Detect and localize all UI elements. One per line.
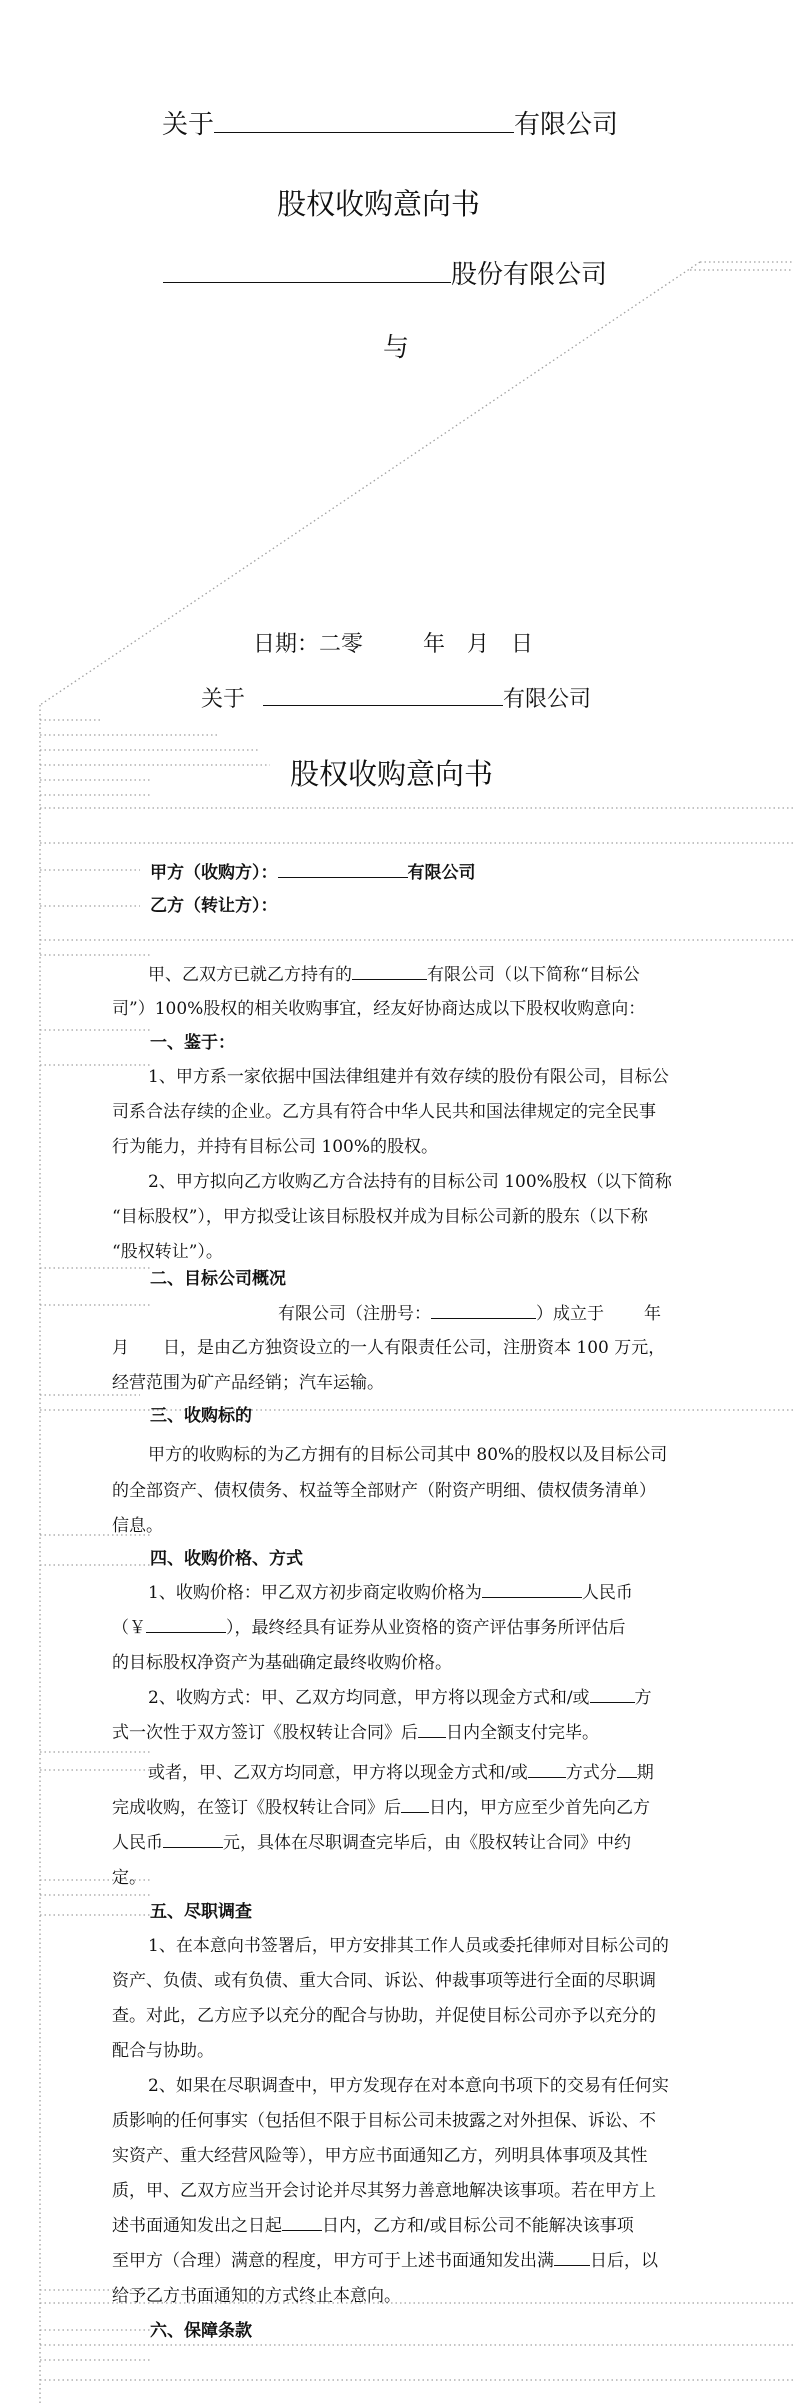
cover-about-prefix: 关于 (162, 110, 215, 140)
section-3-title: 三、收购标的 (150, 1406, 252, 1426)
blank-days-3 (282, 2230, 322, 2231)
s1-p2-line1: 2、甲方拟向乙方收购乙方合法持有的目标公司 100%股权（以下简称 (148, 1172, 672, 1192)
intro-text-b: 有限公司（以下简称“目标公 (427, 965, 640, 985)
s4-p3-text-c: 期 (636, 1763, 654, 1783)
s4-p1-line3: 的目标股权净资产为基础确定最终收购价格。 (112, 1653, 452, 1673)
intro-line-2: 司”）100%股权的相关收购事宜，经友好协商达成以下股权收购意向： (112, 999, 646, 1019)
blank-amount (163, 1847, 223, 1848)
blank-reg-no (431, 1318, 536, 1319)
date-month: 月 (467, 632, 490, 657)
party-b-label: 乙方（转让方）： (150, 896, 278, 916)
s2-text-a: 有限公司（注册号： (278, 1304, 431, 1324)
s5-p2-text-e-b: 日内，乙方和/或目标公司不能解决该事项 (322, 2216, 634, 2236)
s4-p1-line1 (148, 1576, 633, 1611)
party-a-line (150, 856, 476, 891)
s5-p1-line2: 资产、负债、或有负债、重大合同、诉讼、仲裁事项等进行全面的尽职调 (112, 1971, 656, 1991)
section-2-title: 二、目标公司概况 (150, 1269, 286, 1289)
s4-p3-text-a: 或者，甲、乙双方均同意，甲方将以现金方式和/或 (148, 1763, 528, 1783)
s4-p3-line2 (112, 1791, 650, 1826)
blank-party-a (278, 877, 408, 878)
header2-title: 股权收购意向书 (290, 757, 494, 791)
blank-installments (617, 1777, 637, 1778)
header2-about-line (201, 682, 591, 713)
date-day: 日 (511, 632, 534, 657)
s4-p3-text-d: 完成收购，在签订《股权转让合同》后 (112, 1798, 401, 1818)
s3-line2: 的全部资产、债权债务、权益等全部财产（附资产明细、债权债务清单） (112, 1481, 656, 1501)
s2-text-c: 年 (644, 1304, 661, 1324)
s4-p2-text-c: 式一次性于双方签订《股权转让合同》后 (112, 1723, 418, 1743)
s5-p2-text-f-a: 至甲方（合理）满意的程度，甲方可于上述书面通知发出满 (112, 2251, 554, 2271)
s4-p2-line1 (148, 1681, 652, 1716)
party-a-label: 甲方（收购方）： (150, 863, 278, 883)
s5-p2-text-e-a: 述书面通知发出之日起 (112, 2216, 282, 2236)
s2-line2: 月 日，是由乙方独资设立的一人有限责任公司，注册资本 100 万元， (112, 1338, 666, 1358)
s4-p3-text-e: 日内，甲方应至少首先向乙方 (429, 1798, 650, 1818)
s4-p1-line2 (112, 1611, 626, 1646)
s1-p2-line3: “股权转让”）。 (112, 1242, 223, 1262)
s3-line3: 信息。 (112, 1516, 163, 1536)
s4-p3-line4: 定。 (112, 1868, 146, 1888)
s4-p3-line1 (148, 1756, 654, 1791)
cover-and: 与 (383, 333, 410, 363)
s4-p2-text-d: 日内全额支付完毕。 (446, 1723, 599, 1743)
s4-p2-text-b: 方 (634, 1688, 652, 1708)
cover-title: 股权收购意向书 (277, 187, 481, 221)
s4-p3-text-g: 元，具体在尽职调查完毕后，由《股权转让合同》中约 (223, 1833, 631, 1853)
blank-price (482, 1597, 582, 1598)
s4-p2-line2 (112, 1716, 599, 1751)
blank-days-4 (554, 2265, 590, 2266)
s4-p2-text-a: 2、收购方式：甲、乙双方均同意，甲方将以现金方式和/或 (148, 1688, 590, 1708)
s2-line1 (278, 1297, 661, 1332)
s1-p1-line2: 司系合法存续的企业。乙方具有符合中华人民共和国法律规定的完全民事 (112, 1102, 656, 1122)
party-a-suffix: 有限公司 (407, 863, 476, 883)
cover-company-line (163, 254, 607, 291)
intro-line-1 (148, 958, 640, 993)
s4-p1-text-d: ），最终经具有证券从业资格的资产评估事务所评估后 (226, 1618, 626, 1638)
blank-price-yen (146, 1632, 226, 1633)
blank-days (418, 1737, 446, 1738)
s5-p1-line4: 配合与协助。 (112, 2041, 214, 2061)
s1-p2-line2: “目标股权”），甲方拟受让该目标股权并成为目标公司新的股东（以下称 (112, 1207, 648, 1227)
cover-company-suffix: 股份有限公司 (451, 260, 608, 290)
s2-line3: 经营范围为矿产品经销；汽车运输。 (112, 1373, 384, 1393)
s5-p2-line4: 质，甲、乙双方应当开会讨论并尽其努力善意地解决该事项。若在甲方上 (112, 2181, 656, 2201)
s5-p1-line3: 查。对此，乙方应予以充分的配合与协助，并促使目标公司亦予以充分的 (112, 2006, 656, 2026)
section-5-title: 五、尽职调查 (150, 1902, 252, 1922)
blank-target-company (352, 979, 427, 980)
s4-p1-text-b: 人民币 (581, 1583, 633, 1603)
section-6-title: 六、保障条款 (150, 2321, 252, 2341)
blank-acquirer-name (163, 282, 451, 283)
s4-p3-text-b: 方式分 (565, 1763, 617, 1783)
s5-p2-line1: 2、如果在尽职调查中，甲方发现存在对本意向书项下的交易有任何实 (148, 2076, 669, 2096)
blank-company-name-2 (263, 705, 503, 706)
section-4-title: 四、收购价格、方式 (150, 1549, 303, 1569)
s5-p2-line3: 实资产、重大经营风险等），甲方应书面通知乙方，列明具体事项及其性 (112, 2146, 648, 2166)
section-1-title: 一、鉴于： (150, 1033, 235, 1053)
s4-p1-text-a: 1、收购价格：甲乙双方初步商定收购价格为 (148, 1583, 482, 1603)
s3-line1: 甲方的收购标的为乙方拥有的目标公司其中 80%的股权以及目标公司 (148, 1445, 668, 1465)
s5-p2-line2: 质影响的任何事实（包括但不限于目标公司未披露之对外担保、诉讼、不 (112, 2111, 656, 2131)
s5-p2-line6 (112, 2244, 658, 2279)
header2-about-suffix: 有限公司 (503, 687, 592, 712)
intro-text-a: 甲、乙双方已就乙方持有的 (148, 965, 352, 985)
s5-p2-line7: 给予乙方书面通知的方式终止本意向。 (112, 2286, 401, 2306)
blank-company-name (214, 132, 514, 133)
s1-p1-line3: 行为能力，并持有目标公司 100%的股权。 (112, 1137, 439, 1157)
s5-p1-line1: 1、在本意向书签署后，甲方安排其工作人员或委托律师对目标公司的 (148, 1936, 669, 1956)
s4-p3-line3 (112, 1826, 631, 1861)
blank-days-2 (401, 1812, 429, 1813)
header2-about-prefix: 关于 (201, 687, 246, 712)
s5-p2-line5 (112, 2209, 634, 2244)
s1-p1-line1: 1、甲方系一家依据中国法律组建并有效存续的股份有限公司，目标公 (148, 1067, 669, 1087)
s4-p1-text-c: （￥ (112, 1618, 146, 1638)
blank-method (590, 1702, 635, 1703)
date-year: 年 (423, 632, 446, 657)
s2-text-b: ）成立于 (536, 1304, 604, 1324)
cover-about-suffix: 有限公司 (514, 110, 619, 140)
cover-about-line (162, 104, 618, 141)
date-label: 日期：二零 (253, 632, 364, 657)
s4-p3-text-f: 人民币 (112, 1833, 163, 1853)
s5-p2-text-f-b: 日后，以 (590, 2251, 658, 2271)
cover-date-line (253, 627, 533, 658)
blank-method-2 (528, 1777, 566, 1778)
